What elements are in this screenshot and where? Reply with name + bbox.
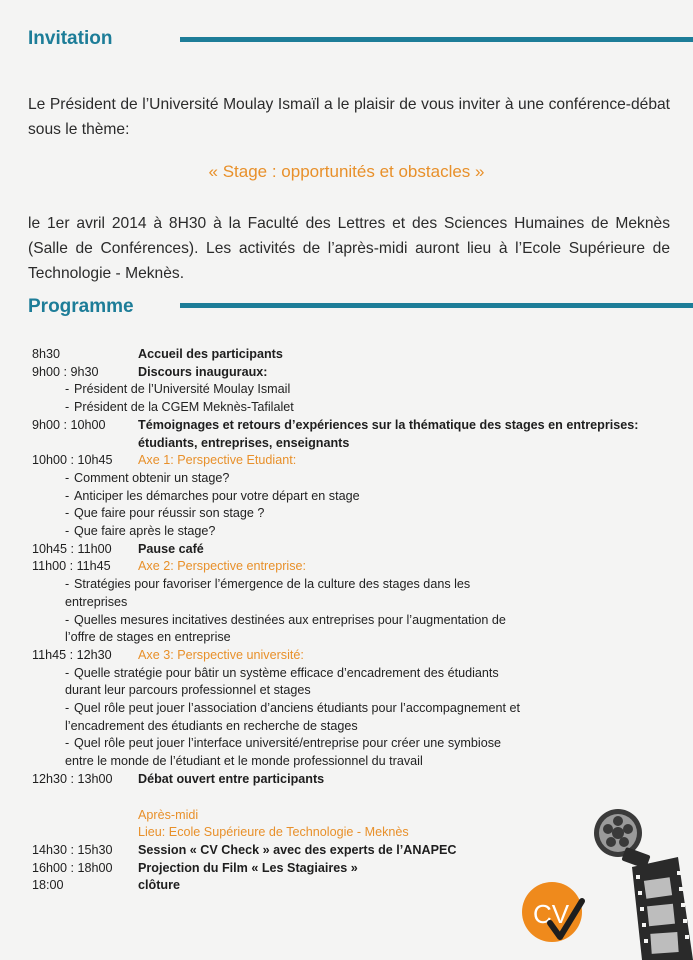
schedule-title: Axe 3: Perspective université: bbox=[138, 647, 304, 662]
dash-bullet: - bbox=[65, 524, 70, 539]
schedule-row bbox=[32, 452, 672, 470]
schedule-title: Accueil des participants bbox=[138, 347, 283, 361]
film-strip-icon bbox=[632, 857, 693, 960]
programme-rule bbox=[180, 303, 693, 308]
cv-badge-label: CV bbox=[532, 899, 570, 929]
schedule-title: Session « CV Check » avec des experts de l’ANAPEC bbox=[138, 842, 457, 857]
schedule-row bbox=[32, 364, 672, 382]
schedule-time: 9h00 : 10h00 bbox=[32, 417, 106, 432]
invitation-title: Invitation bbox=[28, 28, 113, 49]
schedule-gap bbox=[32, 789, 672, 807]
schedule-time: 10h00 : 10h45 bbox=[32, 453, 113, 468]
event-details: le 1er avril 2014 à 8H30 à la Faculté des Lettres et des Sciences Humaines de Meknès (Salle de Conférences). Les activités de l’après-midi auront lieu à l’Ecole Supérieure de Technologie - Meknès. bbox=[28, 215, 670, 282]
schedule-time: 11h00 : 11h45 bbox=[32, 559, 111, 574]
schedule-point-text: Stratégies pour favoriser l’émergence de la culture des stages dans les bbox=[74, 577, 471, 592]
schedule-point-text: l’offre de stages en entreprise bbox=[65, 630, 231, 645]
schedule-point-continuation bbox=[32, 682, 672, 700]
programme-title: Programme bbox=[28, 296, 134, 317]
schedule-title: Témoignages et retours d’expériences sur la thématique des stages en entreprises: étudiants, entreprises, enseignants bbox=[138, 417, 639, 450]
schedule-point-continuation bbox=[32, 753, 672, 771]
dash-bullet: - bbox=[65, 470, 70, 485]
schedule-point-text: entreprises bbox=[65, 594, 128, 609]
schedule-title: Discours inauguraux: bbox=[138, 364, 268, 379]
schedule-point bbox=[32, 576, 672, 594]
morning-schedule bbox=[32, 346, 672, 789]
schedule-point-continuation bbox=[32, 594, 672, 612]
schedule-time: 16h00 : 18h00 bbox=[32, 860, 113, 875]
schedule-title: Axe 2: Perspective entreprise: bbox=[138, 559, 306, 574]
schedule-point-text: Quel rôle peut jouer l’interface université/entreprise pour créer une symbiose bbox=[74, 736, 502, 751]
schedule-time: 8h30 bbox=[32, 347, 61, 361]
schedule-point-text: l’encadrement des étudiants en recherche de stages bbox=[65, 718, 358, 733]
schedule-time: 14h30 : 15h30 bbox=[32, 842, 113, 857]
schedule-row bbox=[32, 417, 672, 452]
schedule-point bbox=[32, 700, 672, 718]
schedule-time: 10h45 : 11h00 bbox=[32, 541, 112, 556]
invitation-rule bbox=[180, 37, 693, 42]
dash-bullet: - bbox=[65, 612, 70, 627]
schedule-point-text: Président de l’Université Moulay Ismail bbox=[74, 382, 291, 397]
schedule-point-text: Quelles mesures incitatives destinées aux entreprises pour l’augmentation de bbox=[74, 612, 506, 627]
schedule-point bbox=[32, 735, 672, 753]
dash-bullet: - bbox=[65, 701, 70, 716]
schedule-row bbox=[32, 647, 672, 665]
schedule-point bbox=[32, 470, 672, 488]
schedule-title: Débat ouvert entre participants bbox=[138, 771, 325, 786]
schedule-title: clôture bbox=[138, 878, 180, 893]
cinema-cv-illustration bbox=[520, 805, 693, 960]
conference-theme: « Stage : opportunités et obstacles » bbox=[208, 162, 485, 181]
dash-bullet: - bbox=[65, 577, 70, 592]
dash-bullet: - bbox=[65, 665, 70, 680]
schedule-point bbox=[32, 488, 672, 506]
schedule-title: Pause café bbox=[138, 541, 204, 556]
schedule-row bbox=[32, 541, 672, 559]
schedule-row bbox=[32, 558, 672, 576]
afternoon-label: Après-midi bbox=[138, 807, 199, 822]
schedule-point-text: Comment obtenir un stage? bbox=[74, 470, 230, 485]
schedule-point bbox=[32, 399, 672, 417]
schedule-point bbox=[32, 523, 672, 541]
schedule-time: 11h45 : 12h30 bbox=[32, 647, 112, 662]
schedule-point-text: Président de la CGEM Meknès-Tafilalet bbox=[74, 400, 294, 415]
schedule-point bbox=[32, 665, 672, 683]
film-reel-icon bbox=[594, 809, 651, 869]
schedule-point-text: Que faire pour réussir son stage ? bbox=[74, 506, 265, 521]
dash-bullet: - bbox=[65, 488, 70, 503]
schedule-point-text: Que faire après le stage? bbox=[74, 524, 216, 539]
schedule-point-continuation bbox=[32, 718, 672, 736]
schedule-point bbox=[32, 381, 672, 399]
schedule-point-text: entre le monde de l’étudiant et le monde professionnel du travail bbox=[65, 754, 423, 769]
schedule-time: 18:00 bbox=[32, 878, 64, 893]
schedule-point bbox=[32, 612, 672, 630]
dash-bullet: - bbox=[65, 400, 70, 415]
schedule-time: 9h00 : 9h30 bbox=[32, 364, 99, 379]
schedule-title: Projection du Film « Les Stagiaires » bbox=[138, 860, 358, 875]
schedule-row bbox=[32, 346, 672, 364]
dash-bullet: - bbox=[65, 736, 70, 751]
schedule-point bbox=[32, 505, 672, 523]
dash-bullet: - bbox=[65, 382, 70, 397]
schedule-point-text: Quel rôle peut jouer l’association d’anciens étudiants pour l’accompagnement et bbox=[74, 701, 520, 716]
afternoon-location: Lieu: Ecole Supérieure de Technologie - Meknès bbox=[138, 825, 409, 840]
schedule-point-text: Quelle stratégie pour bâtir un système efficace d’encadrement des étudiants bbox=[74, 665, 499, 680]
invitation-intro: Le Président de l’Université Moulay Ismaïl a le plaisir de vous inviter à une conférence-débat sous le thème: bbox=[28, 96, 670, 138]
schedule-point-continuation bbox=[32, 629, 672, 647]
schedule-time: 12h30 : 13h00 bbox=[32, 771, 113, 786]
schedule-title: Axe 1: Perspective Etudiant: bbox=[138, 453, 297, 468]
schedule-point-text: durant leur parcours professionnel et stages bbox=[65, 683, 311, 698]
schedule-row bbox=[32, 771, 672, 789]
dash-bullet: - bbox=[65, 506, 70, 521]
schedule-point-text: Anticiper les démarches pour votre départ en stage bbox=[74, 488, 360, 503]
